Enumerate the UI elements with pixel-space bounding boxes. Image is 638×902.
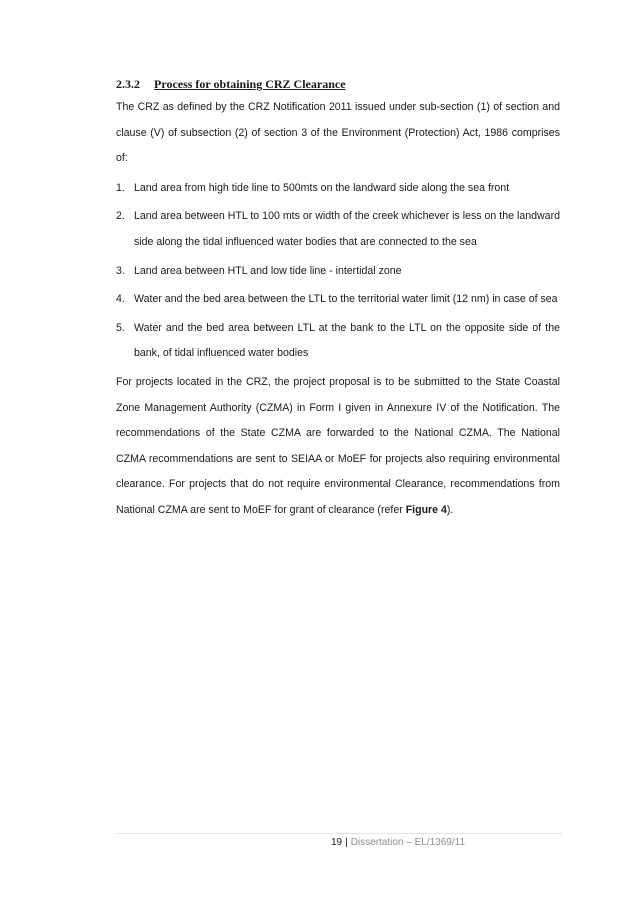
list-item bbox=[116, 316, 560, 367]
crz-zone-list bbox=[116, 176, 560, 367]
list-item-text: Land area from high tide line to 500mts on the landward side along the sea front bbox=[134, 181, 510, 194]
page-content bbox=[116, 75, 560, 524]
list-item bbox=[116, 176, 560, 202]
list-item-marker: 4. bbox=[116, 293, 125, 306]
closing-paragraph bbox=[116, 370, 560, 524]
page-footer bbox=[0, 836, 638, 850]
list-item bbox=[116, 204, 560, 255]
list-item-marker: 1. bbox=[116, 181, 125, 194]
section-number: 2.3.2 bbox=[116, 77, 140, 91]
list-item-marker: 3. bbox=[116, 264, 125, 277]
section-title: Process for obtaining CRZ Clearance bbox=[154, 77, 346, 91]
closing-end: ). bbox=[446, 503, 454, 516]
closing-text: For projects located in the CRZ, the project proposal is to be submitted to the State Coastal Zone Management Authority (CZMA) in Form I given in Annexure IV of the Notification. The recommendations of the State CZMA are forwarded to the National CZMA. The National CZMA recommendations are sent to SEIAA or MoEF for projects also requiring environmental clearance. For projects that do not require environmental Clearance, recommendations from National CZMA are sent to MoEF for grant of clearance (refer bbox=[116, 375, 560, 516]
list-item-text: Land area between HTL to 100 mts or width of the creek whichever is less on the landward side along the tidal influenced water bodies that are connected to the sea bbox=[134, 210, 560, 248]
list-item bbox=[116, 259, 560, 285]
footer-separator: | bbox=[345, 837, 348, 848]
list-item-text: Land area between HTL and low tide line - intertidal zone bbox=[134, 264, 402, 277]
list-item bbox=[116, 287, 560, 313]
section-heading bbox=[116, 75, 560, 93]
footer-divider bbox=[116, 833, 562, 834]
page-number: 19 bbox=[330, 837, 343, 848]
footer-text: Dissertation – EL/1369/11 bbox=[350, 837, 466, 848]
intro-paragraph: The CRZ as defined by the CRZ Notification 2011 issued under sub-section (1) of section and clause (V) of subsection (2) of section 3 of the Environment (Protection) Act, 1986 comprises of: bbox=[116, 101, 560, 165]
list-item-text: Water and the bed area between the LTL to the territorial water limit (12 nm) in case of sea bbox=[134, 293, 558, 306]
list-item-marker: 5. bbox=[116, 321, 125, 334]
list-item-text: Water and the bed area between LTL at the bank to the LTL on the opposite side of the bank, of tidal influenced water bodies bbox=[134, 321, 560, 360]
figure-reference: Figure 4 bbox=[405, 503, 447, 516]
list-item-marker: 2. bbox=[116, 210, 125, 223]
